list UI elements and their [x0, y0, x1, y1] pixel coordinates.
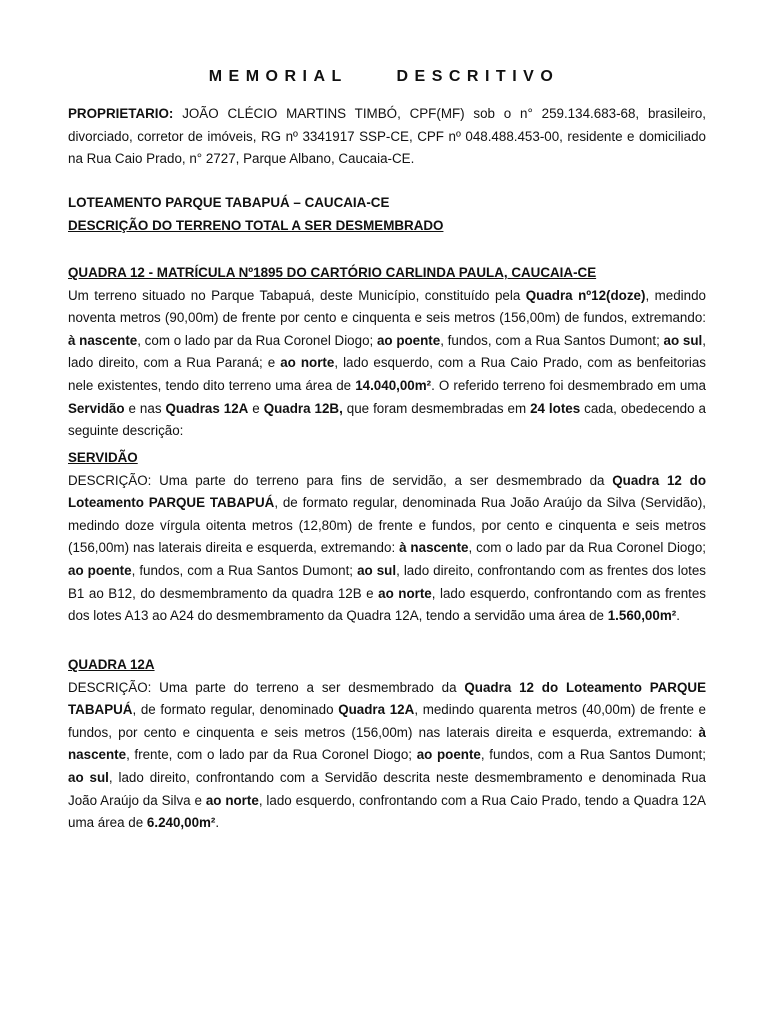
- bold-run: Quadras 12A: [165, 400, 249, 416]
- text-run: , lado direito, confrontando com as frentes dos lotes B1 ao B12, do desmembramento da quadra 12B e: [68, 562, 707, 601]
- terrain-heading: DESCRIÇÃO DO TERRENO TOTAL A SER DESMEMBRADO: [68, 217, 444, 233]
- text-run: , medindo noventa metros (90,00m) de frente por cento e cinquenta e seis metros (156,00m) de fundos, extremando:: [68, 287, 706, 326]
- quadra12-heading: QUADRA 12 - MATRÍCULA Nº1895 DO CARTÓRIO CARLINDA PAULA, CAUCAIA-CE: [68, 265, 597, 280]
- subdivision-heading: LOTEAMENTO PARQUE TABAPUÁ – CAUCAIA-CE: [68, 195, 390, 210]
- text-run: , lado direito, confrontando com a Servidão descrita neste desmembramento e denominada Rua João Araújo da Silva e: [68, 769, 707, 808]
- owner-section: [68, 103, 706, 171]
- text-run: , fundos, com a Rua Santos Dumont;: [440, 332, 664, 348]
- bold-run: ao norte: [378, 585, 432, 601]
- bold-run: ao sul: [663, 332, 703, 348]
- bold-run: ao poente: [376, 332, 441, 348]
- text-run: , medindo quarenta metros (40,00m) de frente e fundos, por cento e cinquenta e seis metros (156,00m) nas laterais direita e esquerda, extremando:: [68, 702, 707, 740]
- quadra12-paragraph: [68, 285, 706, 443]
- document-title: MEMORIAL DESCRITIVO: [208, 68, 560, 85]
- text-run: , com o lado par da Rua Coronel Diogo;: [137, 332, 377, 348]
- text-run: Um terreno situado no Parque Tabapuá, deste Município, constituído pela: [68, 287, 526, 303]
- text-run: DESCRIÇÃO: Uma parte do terreno para fins de servidão, a ser desmembrado da: [68, 472, 613, 488]
- servidao-paragraph: [68, 470, 706, 628]
- bold-run: Quadra 12 do Loteamento PARQUE TABAPUÁ: [68, 679, 706, 718]
- bold-run: 24 lotes: [530, 400, 581, 416]
- text-run: , lado esquerdo, com a Rua Caio Prado, com as benfeitorias nele existentes, tendo dito terreno uma área de: [68, 355, 706, 393]
- text-run: , de formato regular, denominado: [132, 702, 339, 718]
- text-run: .: [215, 815, 220, 831]
- text-run: , frente, com o lado par da Rua Coronel Diogo;: [126, 747, 417, 763]
- text-run: , de formato regular, denominada Rua João Araújo da Silva (Servidão), medindo doze vírgula oitenta metros (12,80m) de frente e fundos, por cento e cinquenta e seis metros (156,00m) nas laterais direita e esquerda, extremando:: [68, 495, 706, 556]
- bold-run: à nascente: [68, 724, 706, 763]
- quadra12a-paragraph: [68, 677, 706, 835]
- text-run: , lado esquerdo, confrontando com a Rua Caio Prado, tendo a Quadra 12A uma área de: [68, 792, 706, 831]
- bold-run: Quadra 12 do Loteamento PARQUE TABAPUÁ: [68, 472, 707, 511]
- bold-run: à nascente: [68, 332, 138, 348]
- servidao-heading: SERVIDÃO: [68, 450, 138, 465]
- bold-run: Servidão: [68, 400, 125, 416]
- bold-run: Quadra 12B,: [263, 400, 343, 416]
- text-run: , fundos, com a Rua Santos Dumont;: [131, 562, 358, 578]
- bold-run: ao sul: [357, 562, 397, 578]
- bold-run: Quadra nº12(doze): [525, 287, 646, 303]
- bold-run: ao norte: [280, 355, 335, 371]
- owner-text: JOÃO CLÉCIO MARTINS TIMBÓ, CPF(MF) sob o n° 259.134.683-68, brasileiro, divorciado, corretor de imóveis, RG nº 3341917 SSP-CE, CPF nº 048.488.453-00, residente e domiciliado na Rua Caio Prado, n° 2727, Parque Albano, Caucaia-CE.: [68, 106, 706, 167]
- bold-run: à nascente: [399, 540, 469, 556]
- servidao-section: [68, 447, 706, 628]
- text-run: , lado esquerdo, confrontando com as frentes dos lotes A13 ao A24 do desmembramento da Quadra 12A, tendo a servidão uma área de: [68, 585, 707, 624]
- bold-run: ao poente: [68, 562, 132, 578]
- text-run: DESCRIÇÃO: Uma parte do terreno a ser desmembrado da: [68, 679, 465, 695]
- quadra12a-heading: QUADRA 12A: [68, 657, 155, 672]
- text-run: , fundos, com a Rua Santos Dumont;: [480, 747, 706, 763]
- bold-run: ao sul: [68, 769, 109, 785]
- text-run: .: [676, 608, 680, 624]
- text-run: , com o lado par da Rua Coronel Diogo;: [468, 540, 706, 556]
- text-run: que foram desmembradas em: [342, 400, 531, 416]
- text-run: e: [248, 400, 264, 416]
- bold-run: 1.560,00m²: [607, 608, 677, 624]
- quadra12a-section: [68, 654, 706, 835]
- bold-run: Quadra 12A: [338, 702, 415, 718]
- subdivision-section: [68, 192, 706, 237]
- text-run: , lado direito, com a Rua Paraná; e: [68, 332, 706, 371]
- text-run: . O referido terreno foi desmembrado em uma: [431, 377, 706, 393]
- bold-run: 14.040,00m²: [355, 377, 432, 393]
- owner-paragraph: [68, 103, 706, 171]
- text-run: e nas: [124, 400, 166, 416]
- bold-run: ao norte: [205, 792, 259, 808]
- owner-label: PROPRIETARIO:: [68, 106, 174, 121]
- quadra12-section: [68, 262, 706, 443]
- bold-run: ao poente: [416, 747, 481, 763]
- bold-run: 6.240,00m²: [146, 815, 216, 831]
- text-run: cada, obedecendo a seguinte descrição:: [68, 400, 706, 439]
